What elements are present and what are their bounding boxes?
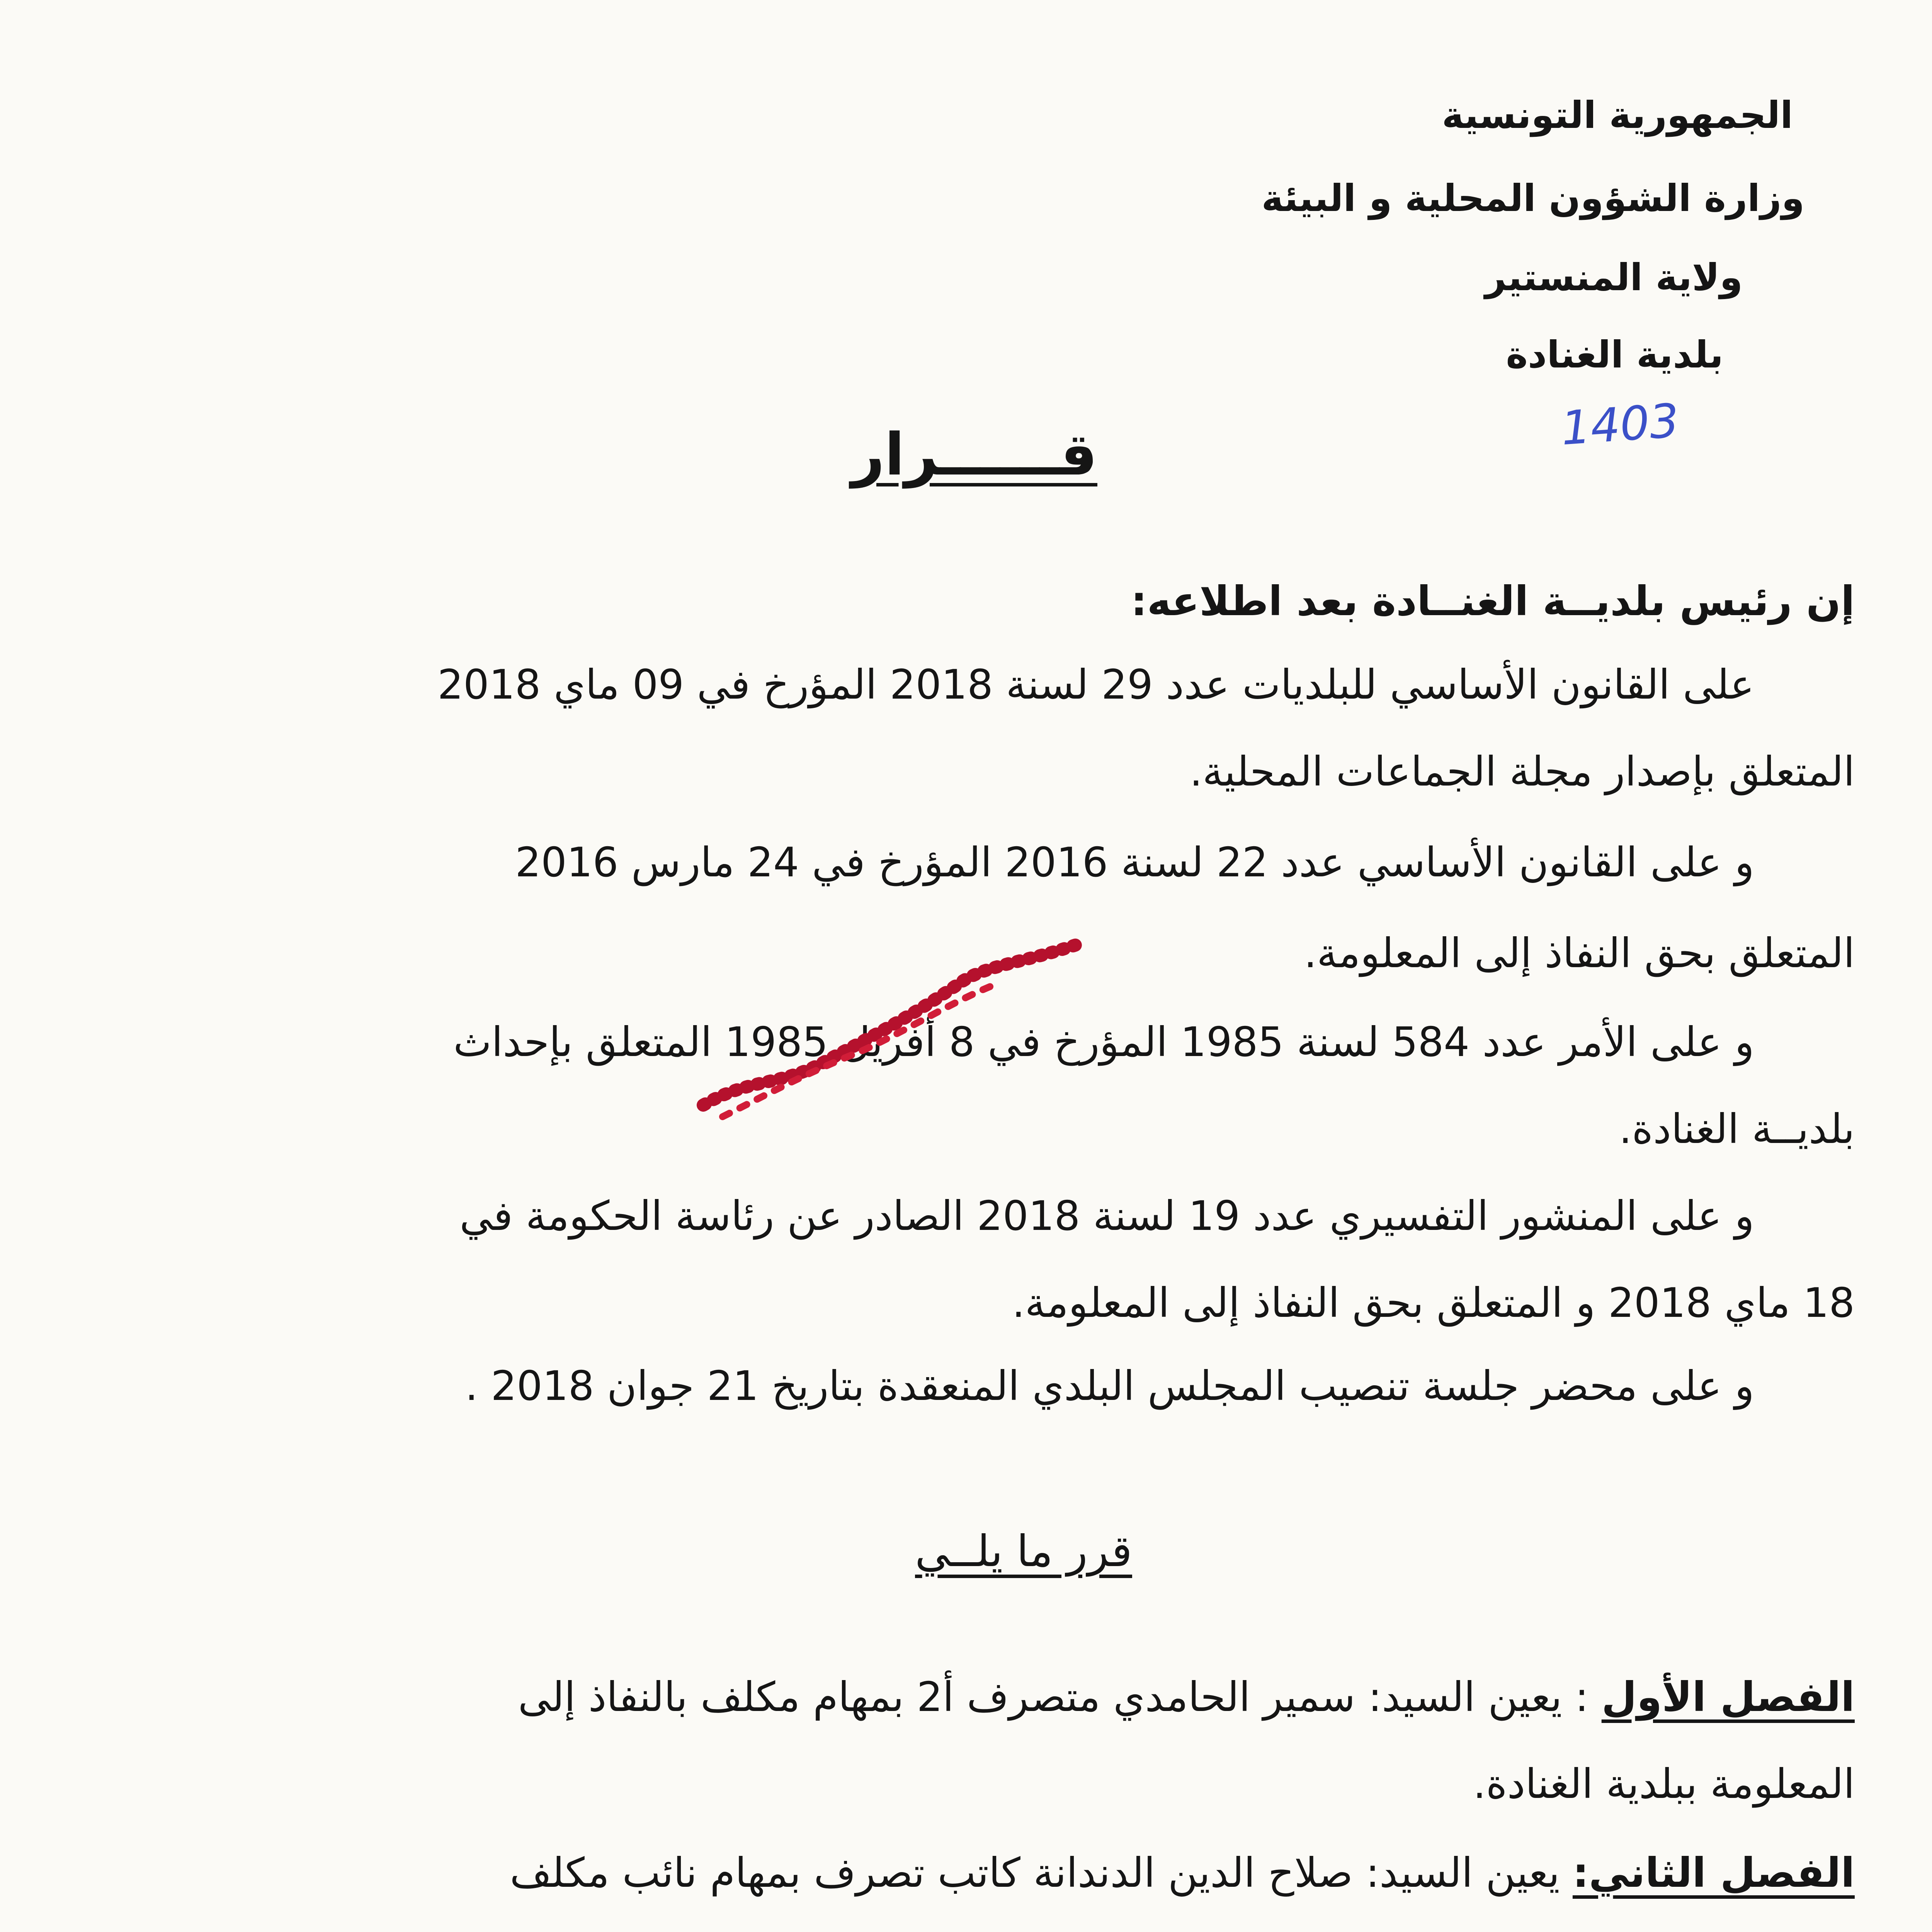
recital-line-4: المتعلق بحق النفاذ إلى المعلومة. [1304, 930, 1855, 977]
red-ink-mark [696, 935, 1101, 1136]
recital-line-3: و على القانون الأساسي عدد 22 لسنة 2016 المؤرخ في 24 مارس 2016 [515, 839, 1754, 886]
article-first-line-2: المعلومة ببلدية الغنادة. [1473, 1760, 1855, 1808]
header-country: الجمهورية التونسية [1442, 94, 1793, 137]
header-ministry: وزارة الشؤون المحلية و البيئة [1261, 177, 1804, 220]
article-first-line-1 [518, 1673, 1855, 1721]
article-second-line-1 [510, 1849, 1855, 1896]
recital-line-1: على القانون الأساسي للبلديات عدد 29 لسنة 2018 المؤرخ في 09 ماي 2018 [437, 661, 1754, 708]
recital-line-2: المتعلق بإصدار مجلة الجماعات المحلية. [1189, 748, 1855, 795]
recital-line-6: بلديــة الغنادة. [1619, 1105, 1855, 1153]
article-first-text: : يعين السيد: سمير الحامدي متصرف أ2 بمهام مكلف بالنفاذ إلى [518, 1673, 1602, 1721]
decision-heading: قرر ما يلــي [915, 1526, 1132, 1577]
article-first-label: الفصل الأول [1601, 1673, 1855, 1721]
recital-line-7: و على المنشور التفسيري عدد 19 لسنة 2018 الصادر عن رئاسة الحكومة في [459, 1192, 1754, 1240]
article-second-label: الفصل الثاني: [1572, 1849, 1855, 1896]
header-municipality: بلدية الغنادة [1506, 333, 1723, 376]
recital-line-5: و على الأمر عدد 584 لسنة 1985 المؤرخ في 8 أفريل 1985 المتعلق بإحداث [453, 1019, 1754, 1066]
recital-line-9: و على محضر جلسة تنصيب المجلس البلدي المنعقدة بتاريخ 21 جوان 2018 . [465, 1362, 1754, 1410]
header-governorate: ولاية المنستير [1485, 256, 1743, 299]
handwritten-reference-number: 1403 [1559, 394, 1681, 456]
intro-text: إن رئيس بلديــة الغنــادة بعد اطلاعه: [1131, 578, 1855, 625]
recital-line-8: 18 ماي 2018 و المتعلق بحق النفاذ إلى المعلومة. [1012, 1279, 1855, 1327]
document-title: قــــــرار [851, 421, 1097, 488]
article-second-text: يعين السيد: صلاح الدين الدندانة كاتب تصرف بمهام نائب مكلف [510, 1849, 1573, 1896]
